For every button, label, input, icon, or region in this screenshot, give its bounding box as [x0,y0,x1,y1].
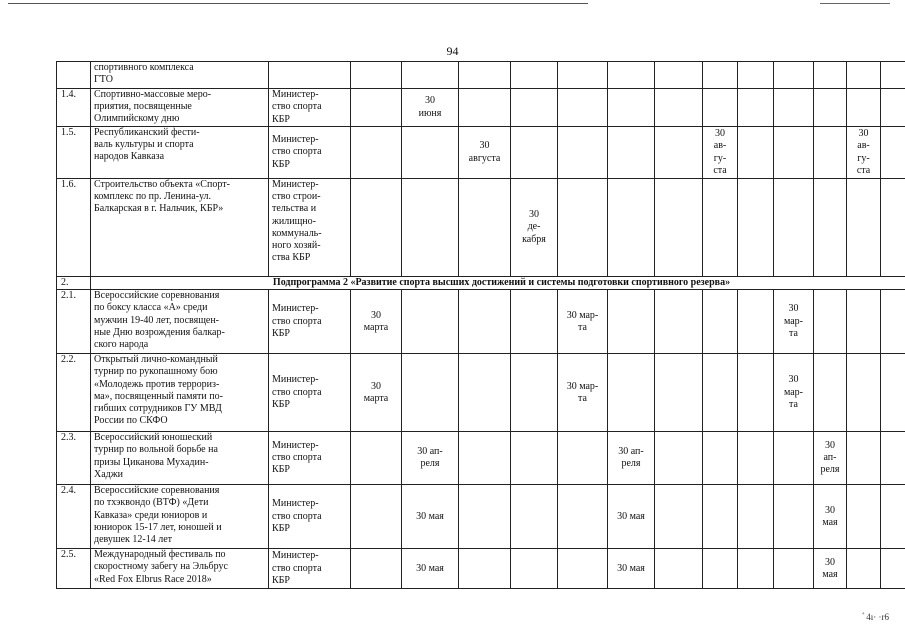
row-number: 1.6. [57,179,91,277]
date-cell [881,485,905,549]
event-description: Строительство объекта «Спорт- комплекс по пр. Ленина-ул. Балкарская в г. Нальчик, КБР» [91,179,269,277]
event-description: спортивного комплекса ГТО [91,62,269,89]
date-value: 30 августа [468,140,501,164]
date-cell [558,179,608,277]
date-cell [558,127,608,179]
date-cell [881,89,905,127]
table-row [57,179,905,277]
date-cell [511,549,558,589]
date-cell [655,290,703,354]
date-cell [703,485,738,549]
date-cell [738,89,774,127]
date-cell [655,432,703,485]
date-value: 30 ав- гу- ста [713,128,727,176]
date-cell [814,89,847,127]
row-number: 2.4. [57,485,91,549]
date-cell [608,89,655,127]
date-cell [655,89,703,127]
date-value: 30 мар- та [783,303,804,339]
date-cell [655,179,703,277]
date-cell [847,290,881,354]
date-cell [402,485,459,549]
responsible-executor [269,62,351,89]
date-cell [608,354,655,432]
date-cell [703,354,738,432]
date-cell [881,549,905,589]
scan-top-line [8,3,588,4]
date-cell [558,432,608,485]
date-cell [881,62,905,89]
date-cell [459,432,511,485]
date-cell [459,290,511,354]
date-cell [459,127,511,179]
date-cell [814,485,847,549]
date-cell [402,127,459,179]
date-cell [774,485,814,549]
date-cell [738,290,774,354]
date-cell [738,354,774,432]
date-cell [738,485,774,549]
date-cell [608,290,655,354]
row-number: 2. [57,277,91,290]
date-value: 30 ав- гу- ста [856,128,871,176]
event-description: Всероссийский юношеский турнир по вольной борьбе на призы Циканова Мухадин- Хаджи [91,432,269,485]
date-cell [738,62,774,89]
date-cell [511,290,558,354]
date-cell [655,354,703,432]
date-cell [558,290,608,354]
date-cell [814,127,847,179]
date-value: 30 марта [363,309,389,333]
date-value: 30 мар- та [566,309,599,333]
subprogram-title: Подпрограмма 2 «Развитие спорта высших достижений и системы подготовки спортивного резерва» [91,277,905,290]
date-cell [847,62,881,89]
date-cell [847,89,881,127]
row-number [57,62,91,89]
table-row [57,549,905,589]
date-cell [774,62,814,89]
date-cell [703,89,738,127]
date-cell [608,485,655,549]
date-cell [608,127,655,179]
responsible-executor: Министер- ство спорта КБР [269,485,351,549]
date-cell [459,485,511,549]
date-cell [655,549,703,589]
event-description: Открытый лично-командный турнир по рукопашному бою «Молодежь против террориз- ма», посвященный памяти по- гибших сотрудников ГУ МВД России по СКФО [91,354,269,432]
date-cell [459,89,511,127]
date-cell [558,354,608,432]
event-description: Всероссийские соревнования по тхэквондо (ВТФ) «Дети Кавказа» среди юниоров и юниорок 15-17 лет, юношей и девушек 12-14 лет [91,485,269,549]
date-cell [774,432,814,485]
date-cell [511,89,558,127]
date-cell [511,354,558,432]
date-cell [703,290,738,354]
date-cell [655,127,703,179]
date-cell [774,127,814,179]
date-cell [881,179,905,277]
responsible-executor: Министер- ство спорта КБР [269,290,351,354]
date-cell [459,354,511,432]
date-cell [774,549,814,589]
date-value: 30 мая [416,562,444,574]
date-cell [774,179,814,277]
date-cell [847,179,881,277]
date-cell [351,62,402,89]
row-number: 2.3. [57,432,91,485]
date-cell [608,62,655,89]
date-cell [459,62,511,89]
date-cell [881,290,905,354]
date-value: 30 мая [822,504,838,528]
schedule-table-body [57,62,905,589]
date-value: 30 мая [416,510,444,522]
date-value: 30 мая [822,556,838,580]
date-value: 30 ап- реля [618,446,644,470]
row-number: 1.4. [57,89,91,127]
date-value: 30 мар- та [566,380,599,404]
date-cell [608,432,655,485]
date-cell [738,549,774,589]
row-number: 1.5. [57,127,91,179]
table-row [57,354,905,432]
date-value: 30 ап- реля [820,439,840,476]
date-cell [814,549,847,589]
date-cell [511,485,558,549]
date-value: 30 марта [363,380,389,404]
date-cell [814,62,847,89]
date-cell [655,62,703,89]
date-cell [402,179,459,277]
date-cell [511,179,558,277]
row-number: 2.2. [57,354,91,432]
date-cell [608,549,655,589]
date-cell [459,549,511,589]
date-cell [511,62,558,89]
date-value: 30 июня [418,95,442,119]
date-cell [738,127,774,179]
date-cell [402,354,459,432]
table-row [57,277,905,290]
date-cell [459,179,511,277]
date-cell [351,290,402,354]
date-cell [351,127,402,179]
table-row [57,432,905,485]
date-value: 30 де- кабря [522,209,546,245]
date-cell [558,485,608,549]
date-cell [847,549,881,589]
table-row [57,89,905,127]
date-cell [351,485,402,549]
date-cell [351,179,402,277]
event-description: Международный фестиваль по скоростному забегу на Эльбрус «Red Fox Elbrus Race 2018» [91,549,269,589]
scan-top-line-right [820,3,890,4]
date-value: 30 ап- реля [417,446,443,470]
date-value: 30 мая [617,510,645,522]
date-cell [814,290,847,354]
date-cell [847,432,881,485]
date-cell [881,354,905,432]
date-cell [402,432,459,485]
date-cell [351,89,402,127]
date-cell [847,127,881,179]
responsible-executor: Министер- ство строи- тельства и жилищно- коммуналь- ного хозяй- ства КБР [269,179,351,277]
date-cell [351,549,402,589]
date-cell [703,62,738,89]
date-value: 30 мая [617,562,645,574]
date-cell [881,127,905,179]
date-cell [351,354,402,432]
schedule-table [56,61,905,589]
responsible-executor: Министер- ство спорта КБР [269,549,351,589]
date-cell [774,290,814,354]
row-number: 2.1. [57,290,91,354]
date-cell [847,485,881,549]
date-cell [402,290,459,354]
date-cell [703,179,738,277]
date-cell [511,432,558,485]
responsible-executor: Министер- ство спорта КБР [269,89,351,127]
event-description: Республиканский фести- валь культуры и спорта народов Кавказа [91,127,269,179]
date-cell [881,432,905,485]
responsible-executor: Министер- ство спорта КБР [269,354,351,432]
responsible-executor: Министер- ство спорта КБР [269,432,351,485]
date-cell [814,354,847,432]
date-cell [703,432,738,485]
scan-mark: ﾞ4ı· ·r6 [861,612,889,622]
date-cell [511,127,558,179]
event-description: Всероссийские соревнования по боксу класса «А» среди мужчин 19-40 лет, посвящен- ные Дню возрождения балкар- ского народа [91,290,269,354]
date-cell [814,179,847,277]
table-row [57,127,905,179]
date-cell [558,549,608,589]
date-cell [738,179,774,277]
date-cell [402,549,459,589]
date-cell [402,62,459,89]
date-value: 30 мар- та [783,374,804,410]
date-cell [847,354,881,432]
date-cell [655,485,703,549]
table-row [57,485,905,549]
page-number: 94 [446,44,459,58]
date-cell [558,62,608,89]
event-description: Спортивно-массовые меро- приятия, посвященные Олимпийскому дню [91,89,269,127]
date-cell [814,432,847,485]
table-row [57,290,905,354]
date-cell [774,354,814,432]
date-cell [703,127,738,179]
date-cell [774,89,814,127]
date-cell [738,432,774,485]
date-cell [351,432,402,485]
responsible-executor: Министер- ство спорта КБР [269,127,351,179]
date-cell [608,179,655,277]
row-number: 2.5. [57,549,91,589]
table-row [57,62,905,89]
date-cell [703,549,738,589]
date-cell [402,89,459,127]
date-cell [558,89,608,127]
